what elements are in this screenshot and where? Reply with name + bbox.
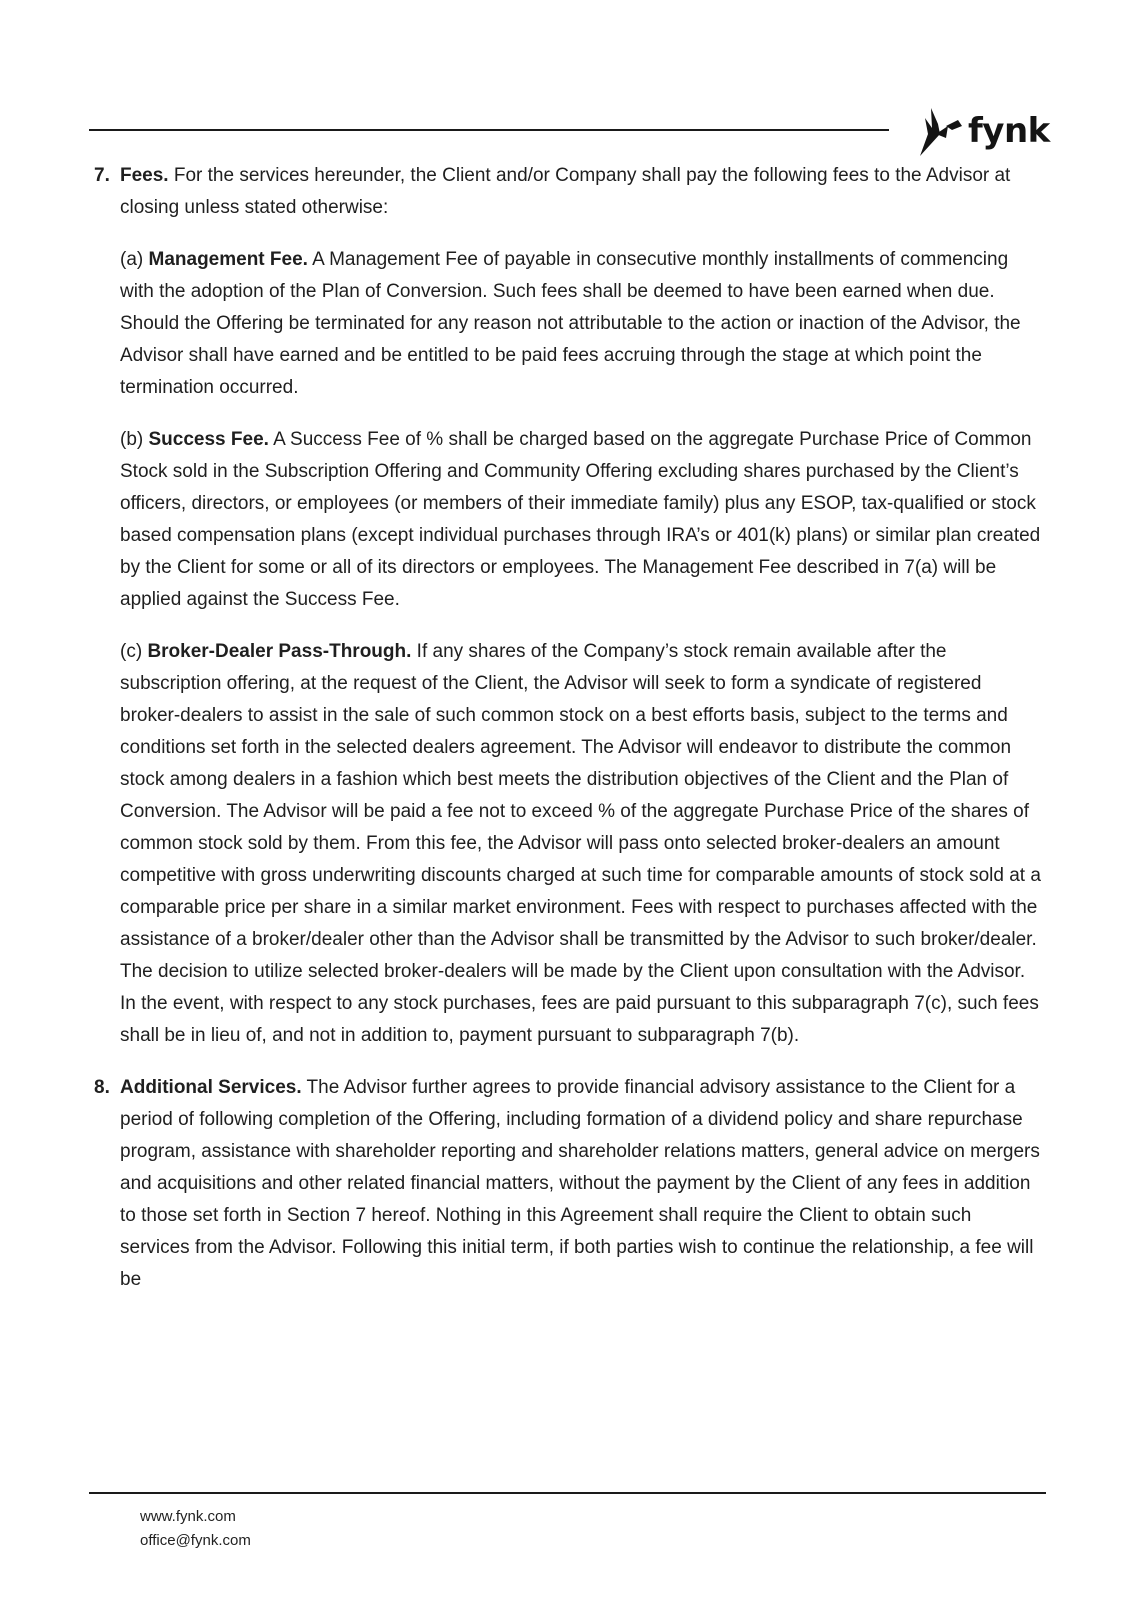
clause-intro: [120, 160, 1046, 224]
subclause-text: If any shares of the Company’s stock remain available after the subscription offering, at the request of the Client, the Advisor will seek to form a syndicate of registered broker-dealers to assist in the sale of such common stock on a best efforts basis, subject to the terms and conditions set forth in the selected dealers agreement. The Advisor will endeavor to distribute the common stock among dealers in a fashion which best meets the distribution objectives of the Client and the Plan of Conversion. The Advisor will be paid a fee not to exceed % of the aggregate Purchase Price of the shares of common stock sold by them. From this fee, the Advisor will pass onto selected broker-dealers an amount competitive with gross underwriting discounts charged at such time for comparable amounts of stock sold at a comparable price per share in a similar market environment. Fees with respect to purchases affected with the assistance of a broker/dealer other than the Advisor shall be transmitted by the Advisor to such broker/dealer. The decision to utilize selected broker-dealers will be made by the Client upon consultation with the Advisor. In the event, with respect to any stock purchases, fees are paid pursuant to this subparagraph 7(c), such fees shall be in lieu of, and not in addition to, payment pursuant to subparagraph 7(b).: [120, 641, 1041, 1046]
clause-7: [94, 160, 1046, 224]
subclause-prefix: (b): [120, 429, 149, 450]
subclause-text: A Management Fee of payable in consecutive monthly installments of commencing with the adoption of the Plan of Conversion. Such fees shall be deemed to have been earned when due. Should the Offering be terminated for any reason not attributable to the action or inaction of the Advisor, the Advisor shall have earned and be entitled to be paid fees accruing through the stage at which point the termination occurred.: [120, 249, 1021, 398]
clause-text: The Advisor further agrees to provide financial advisory assistance to the Client for a period of following completion of the Offering, including formation of a dividend policy and share repurchase program, assistance with shareholder reporting and shareholder relations matters, general advice on mergers and acquisitions and other related financial matters, without the payment by the Client of any fees in addition to those set forth in Section 7 hereof. Nothing in this Agreement shall require the Client to obtain such services from the Advisor. Following this initial term, if both parties wish to continue the relationship, a fee will be: [120, 1077, 1040, 1290]
clause-body: [120, 1072, 1046, 1296]
clause-number: 7.: [94, 165, 110, 186]
footer-website-link[interactable]: www.fynk.com: [140, 1508, 236, 1525]
document-body: [94, 160, 1046, 1296]
subclause-title: Broker-Dealer Pass-Through.: [147, 641, 412, 662]
subclause-7a: [120, 244, 1046, 404]
footer-email-link[interactable]: office@fynk.com: [140, 1532, 251, 1549]
header-divider: [89, 129, 889, 131]
footer: [140, 1505, 251, 1553]
subclause-7b: [120, 424, 1046, 616]
fynk-logo: [918, 104, 1050, 158]
subclause-title: Management Fee.: [148, 249, 308, 270]
logo-wordmark: fynk: [968, 111, 1050, 151]
subclause-text: A Success Fee of % shall be charged based on the aggregate Purchase Price of Common Stock sold in the Subscription Offering and Community Offering excluding shares purchased by the Client’s officers, directors, or employees (or members of their immediate family) plus any ESOP, tax-qualified or stock based compensation plans (except individual purchases through IRA’s or 401(k) plans) or similar plan created by the Client for some or all of its directors or employees. The Management Fee described in 7(a) will be applied against the Success Fee.: [120, 429, 1041, 610]
clause-body: [120, 160, 1046, 224]
clause-text: For the services hereunder, the Client and/or Company shall pay the following fees to the Advisor at closing unless stated otherwise:: [120, 165, 1011, 218]
clause-title: Fees.: [120, 165, 169, 186]
subclause-prefix: (a): [120, 249, 149, 270]
clause-title: Additional Services.: [120, 1077, 302, 1098]
bird-icon: [918, 104, 966, 158]
clause-number: 8.: [94, 1077, 110, 1098]
subclause-prefix: (c): [120, 641, 148, 662]
footer-divider: [89, 1492, 1046, 1494]
clause-8: [94, 1072, 1046, 1296]
subclause-title: Success Fee.: [148, 429, 269, 450]
subclause-7c: [120, 636, 1046, 1052]
